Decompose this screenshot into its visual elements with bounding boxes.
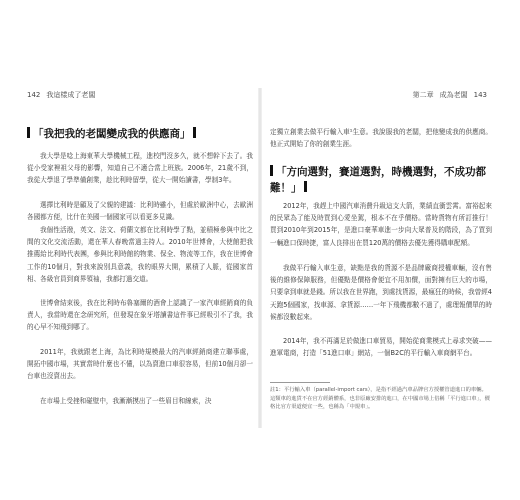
left-section-title bbox=[27, 126, 196, 141]
right-paragraph-2: 我做平行輸入車生意，缺點是我的貨源不是品牌廠商授權車輛，沒有售後的維修保障服務，但優點是價格會便宜不用加價，面對擁有巨大的市場，只要拿到車就是錢。所以我在世界跑，到處找貨源，最瘋狂的時候，我曾經4天跑5個國家，找車源、拿貨源……一年下飛機都數不過了，處理報價單的時候都沒數起來。 bbox=[270, 264, 492, 321]
left-page bbox=[23, 88, 258, 428]
title-bar-icon bbox=[270, 165, 273, 176]
left-paragraph-5: 2011年，我就跟老上海，為比利時規模最大的汽車經銷商建立聯事處，開拓中國市場，其實當時什麼也不懂，以為賣進口車很容易，但前10個月卻一台車也沒賣出去。 bbox=[27, 348, 253, 381]
left-paragraph-3: 我個性活潑，英文、法文、荷蘭文都在比利時學了點，並積極參與中比之間的文化交流活動，還在華人春晚當過主持人。2010年世博會，大使館把我推薦給比利時代表團，參與比利時館的物業、保全、物流等工作，我在世博會工作的10個月，對我來說別具意義，我的眼界大開，累積了人脈，從國家首相、各級官員到商界領袖，我都打過交道。 bbox=[27, 226, 253, 283]
left-paragraph-2: 選擇比利時是顧及了父親的建議：比利時雖小，但處於歐洲中心，去歐洲各國都方便，比什在美國一個國家可以看更多見識。 bbox=[27, 201, 253, 222]
left-paragraph-4: 世博會結束後，我在比利時布魯塞爾的酒會上認識了一家汽車經銷商的負責人，我當時還在念研究所，但發現在象牙塔讀書這件事已經吸引不了我，我的心早不知飛到哪了。 bbox=[27, 299, 253, 332]
right-section-title-text: 「方向選對，賽道選對，時機選對，不成功都難！」 bbox=[270, 166, 486, 194]
left-paragraph-6: 在市場上受挫和碰壁中，我漸漸摸出了一些眉目和線索，決 bbox=[40, 397, 212, 405]
right-page-number: 143 bbox=[473, 91, 487, 99]
right-paragraph-1: 2012年，我趕上中國汽車消費升級這支大箭，業績直衝雲霄。富裕起來的民眾為了能及時買到心愛坐駕，根本不在乎價格。當時貨物有所訂推行！買到2010年到2015年，是進口豪華車進一步向大眾普及的階段，為了買到一輛進口保時捷，富人良排出在買120萬的價格去優先獲得購車配額。 bbox=[270, 202, 492, 247]
title-bar-icon bbox=[304, 181, 307, 192]
footnote: 註1：平行輸入車（parallel-import cars），是指不經過汽車品牌官方授權管道進口的車輛。這類車的進貨不在官方經銷體系，也非原廠安排的進口，在中國市場上俗稱「平行進口車」，價格比官方渠道便宜一些，也稱為「中規車」。 bbox=[270, 387, 490, 410]
right-paragraph-3: 2014年，我不再滿足於做進口車貿易，開始從商業模式上尋求突破——進軍電商，打造「51進口車」網站，一個B2C的平行輸入車商網平台。 bbox=[270, 337, 492, 358]
right-page bbox=[262, 88, 497, 428]
right-page-header bbox=[413, 90, 487, 100]
right-section-title bbox=[270, 164, 492, 196]
chapter-label: 第二章 bbox=[412, 91, 434, 99]
right-running-title: 成為老闆 bbox=[439, 91, 468, 99]
left-section-title-text: 「我把我的老闆變成我的供應商」 bbox=[33, 128, 191, 140]
left-running-title: 我這樣成了老闆 bbox=[46, 91, 96, 99]
left-paragraph-1: 我大學是唸上海東華大學機械工程，進校門沒多久，就不想幹下去了。我從小受家裡祖父母的影響，知道自己不適合當上班族。2006年，21歲不到，我從大學退了學準備創業，趁比利時留學，從大一開始讀書，學制3年。 bbox=[27, 152, 253, 185]
left-page-number: 142 bbox=[27, 91, 41, 99]
title-bar-icon bbox=[193, 127, 196, 138]
right-intro-paragraph: 定獨立創業去做平行輸入車¹生意。我說服我的老闆，把他變成我的供應商。他正式開始了你的創業生涯。 bbox=[270, 128, 492, 149]
footnote-divider bbox=[270, 382, 330, 383]
left-page-header bbox=[27, 90, 101, 100]
title-bar-icon bbox=[27, 127, 30, 138]
